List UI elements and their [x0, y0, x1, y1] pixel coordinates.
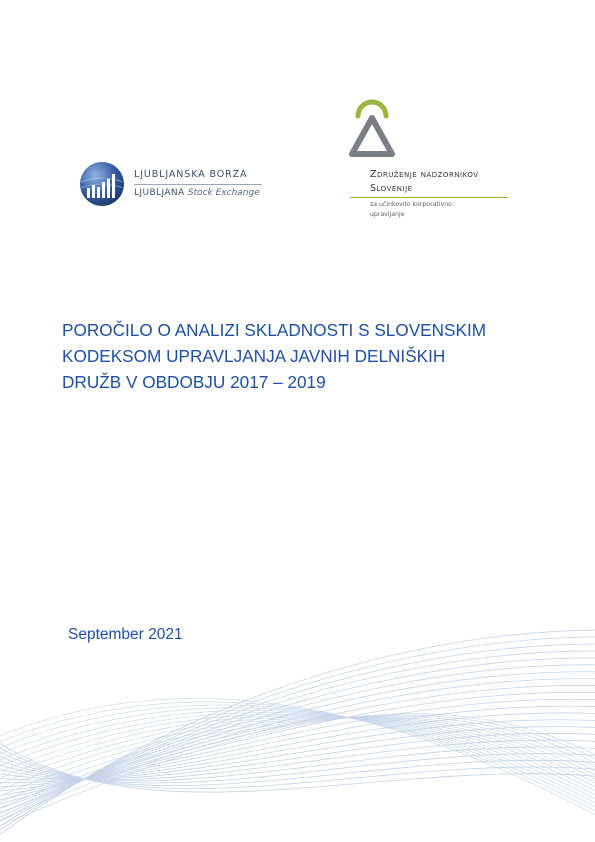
title-line-2: KODEKSOM UPRAVLJANJA JAVNIH DELNIŠKIH: [62, 346, 446, 366]
ljse-subtitle: [134, 188, 260, 198]
zns-tagline-line2: upravljanje: [370, 211, 405, 218]
ljubljana-stock-exchange-logo: [78, 160, 268, 210]
ljse-divider: [134, 184, 262, 185]
wave-line: [0, 715, 595, 824]
ljse-sub-english: Stock Exchange: [187, 188, 260, 198]
document-title: [62, 317, 542, 395]
wave-line: [0, 714, 595, 830]
zns-name-line2: Slovenije: [370, 183, 413, 194]
globe-chart-icon: [78, 160, 126, 208]
wave-line: [0, 717, 595, 794]
zns-divider: [350, 197, 508, 198]
wave-line: [0, 672, 595, 812]
title-line-1: POROČILO O ANALIZI SKLADNOSTI S SLOVENSKIM: [62, 320, 487, 340]
zns-tagline-line1: za učinkovito korporativno: [370, 201, 452, 208]
decorative-waves: [0, 620, 595, 842]
title-line-3: DRUŽB V OBDOBJU 2017 – 2019: [62, 372, 326, 392]
zns-tagline: [370, 200, 452, 220]
document-date: September 2021: [68, 626, 183, 643]
ljse-sub-city: LJUBLJANA: [134, 188, 185, 198]
zns-name: [370, 168, 479, 196]
wave-line: [0, 637, 595, 837]
zns-triangle-circle-icon: [348, 96, 396, 158]
wave-line: [0, 685, 595, 802]
zns-name-line1: Združenje nadzornikov: [370, 169, 479, 180]
ljse-name: LJUBLJANSKA BORZA: [134, 169, 248, 180]
wave-line: [0, 658, 595, 822]
zns-logo: [348, 96, 518, 226]
wave-line: [0, 733, 595, 778]
wave-lines: [0, 630, 595, 842]
